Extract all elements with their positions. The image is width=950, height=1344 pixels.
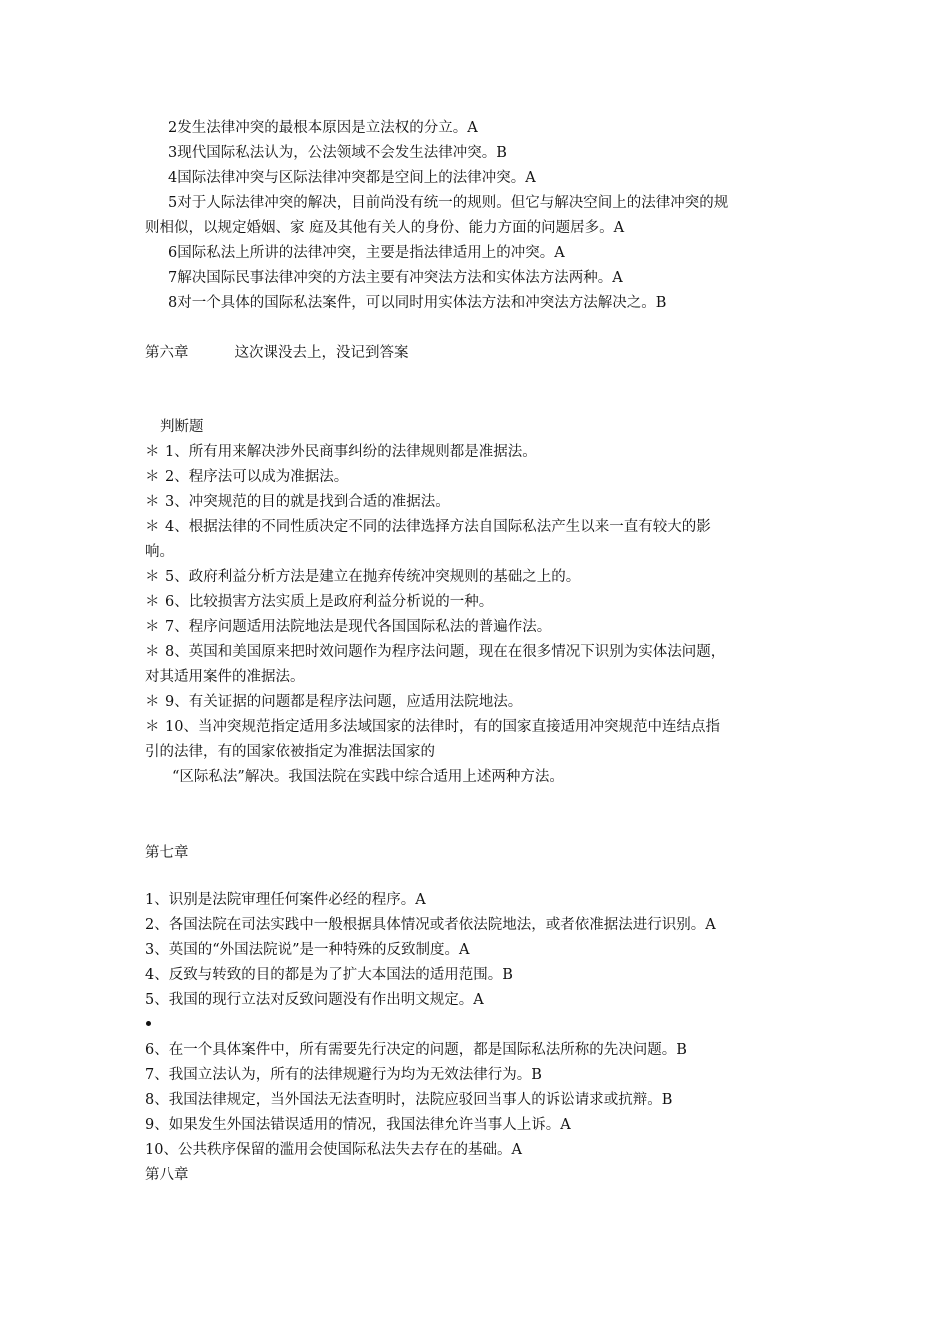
intro-item-7: 7解决国际民事法律冲突的方法主要有冲突法方法和实体法方法两种。A: [168, 270, 623, 286]
intro-item-6: 6国际私法上所讲的法律冲突，主要是指法律适用上的冲突。A: [168, 245, 565, 261]
ch6-item-8-line2: 对其适用案件的准据法。: [145, 669, 305, 685]
star-marker: ＊: [145, 494, 160, 510]
ch7-item-10: 10、公共秩序保留的滥用会使国际私法失去存在的基础。A: [145, 1142, 522, 1158]
ch6-item-8-line1: ＊ 8、英国和美国原来把时效问题作为程序法问题，现在在很多情况下识别为实体法问题，: [145, 644, 726, 660]
ch7-item-6: 6、在一个具体案件中，所有需要先行决定的问题，都是国际私法所称的先决问题。B: [145, 1042, 687, 1058]
ch6-item-4-line2: 响。: [145, 544, 174, 560]
intro-item-8: 8对一个具体的国际私法案件，可以同时用实体法方法和冲突法方法解决之。B: [168, 295, 667, 311]
intro-item-4: 4国际法律冲突与区际法律冲突都是空间上的法律冲突。A: [168, 170, 536, 186]
ch6-item-7: ＊ 7、程序问题适用法院地法是现代各国国际私法的普遍作法。: [145, 619, 552, 635]
ch7-item-7: 7、我国立法认为，所有的法律规避行为均为无效法律行为。B: [145, 1067, 542, 1083]
star-marker: ＊: [145, 569, 160, 585]
ch7-item-4: 4、反致与转致的目的都是为了扩大本国法的适用范围。B: [145, 967, 513, 983]
chapter6-title: 第六章: [145, 345, 189, 361]
chapter7-title: 第七章: [145, 845, 189, 861]
bullet-dot: [146, 1021, 151, 1026]
ch7-item-1: 1、识别是法院审理任何案件必经的程序。A: [145, 892, 426, 908]
ch6-item-6: ＊ 6、比较损害方法实质上是政府利益分析说的一种。: [145, 594, 494, 610]
chapter6-heading: [145, 343, 409, 363]
intro-item-5-line2: 则相似，以规定婚姻、家 庭及其他有关人的身份、能力方面的问题居多。A: [145, 220, 625, 236]
ch7-item-2: 2、各国法院在司法实践中一般根据具体情况或者依法院地法，或者依准据法进行识别。A: [145, 917, 716, 933]
ch6-item-10-line1: ＊ 10、当冲突规范指定适用多法域国家的法律时，有的国家直接适用冲突规范中连结点指: [145, 719, 720, 735]
star-marker: ＊: [145, 694, 160, 710]
ch6-item-10-line2: 引的法律，有的国家依被指定为准据法国家的: [145, 744, 435, 760]
star-marker: ＊: [145, 619, 160, 635]
ch6-item-5: ＊ 5、政府利益分析方法是建立在抛弃传统冲突规则的基础之上的。: [145, 569, 581, 585]
chapter6-subheading: 判断题: [160, 419, 204, 435]
ch7-item-3: 3、英国的“外国法院说”是一种特殊的反致制度。A: [145, 942, 470, 958]
ch7-item-9: 9、如果发生外国法错误适用的情况，我国法律允许当事人上诉。A: [145, 1117, 571, 1133]
intro-item-2: 2发生法律冲突的最根本原因是立法权的分立。A: [168, 120, 478, 136]
star-marker: ＊: [145, 719, 160, 735]
star-marker: ＊: [145, 469, 160, 485]
ch6-item-2: ＊ 2、程序法可以成为准据法。: [145, 469, 349, 485]
ch6-item-10-line3: “区际私法”解决。我国法院在实践中综合适用上述两种方法。: [172, 769, 564, 785]
ch7-item-5: 5、我国的现行立法对反致问题没有作出明文规定。A: [145, 992, 484, 1008]
intro-item-5-line1: 5对于人际法律冲突的解决，目前尚没有统一的规则。但它与解决空间上的法律冲突的规: [168, 195, 729, 211]
star-marker: ＊: [145, 594, 160, 610]
ch7-item-8: 8、我国法律规定，当外国法无法查明时，法院应驳回当事人的诉讼请求或抗辩。B: [145, 1092, 673, 1108]
ch6-item-4-line1: ＊ 4、根据法律的不同性质决定不同的法律选择方法自国际私法产生以来一直有较大的影: [145, 519, 711, 535]
star-marker: ＊: [145, 444, 160, 460]
ch6-item-3: ＊ 3、冲突规范的目的就是找到合适的准据法。: [145, 494, 450, 510]
ch6-item-1: ＊ 1、所有用来解决涉外民商事纠纷的法律规则都是准据法。: [145, 444, 537, 460]
star-marker: ＊: [145, 644, 160, 660]
chapter8-title: 第八章: [145, 1167, 189, 1183]
star-marker: ＊: [145, 519, 160, 535]
intro-item-3: 3现代国际私法认为，公法领域不会发生法律冲突。B: [168, 145, 507, 161]
chapter6-note: 这次课没去上，没记到答案: [234, 345, 409, 361]
ch6-item-9: ＊ 9、有关证据的问题都是程序法问题，应适用法院地法。: [145, 694, 523, 710]
